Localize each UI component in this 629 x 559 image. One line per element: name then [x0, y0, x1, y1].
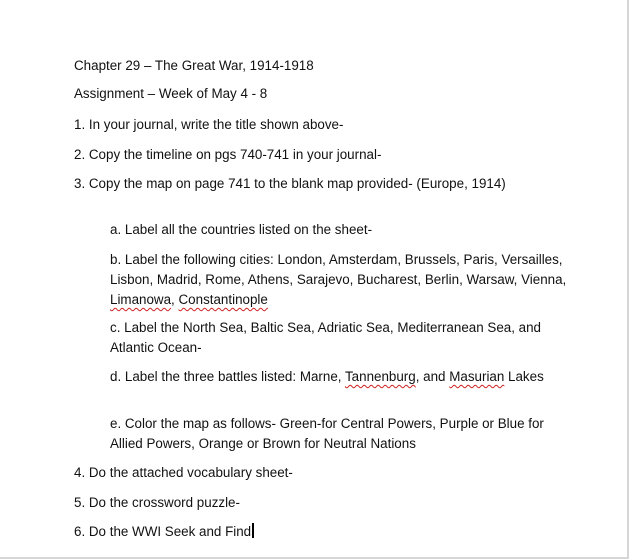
misspelled-word-tannenburg[interactable]: Tannenburg — [344, 369, 416, 384]
text-cursor — [252, 523, 254, 538]
misspelled-word-limanowa[interactable]: Limanowa — [110, 292, 172, 307]
item-3: 3. Copy the map on page 741 to the blank map provided- (Europe, 1914) — [74, 176, 506, 191]
item-3d — [74, 367, 574, 387]
document-title: Chapter 29 – The Great War, 1914-1918 — [74, 58, 314, 73]
item-6[interactable] — [74, 522, 574, 542]
item-3c: c. Label the North Sea, Baltic Sea, Adriatic Sea, Mediterranean Sea, and Atlantic Ocean- — [110, 320, 541, 355]
item-3b — [74, 250, 574, 310]
item-1: 1. In your journal, write the title shown above- — [74, 117, 344, 132]
item-5: 5. Do the crossword puzzle- — [74, 495, 240, 510]
assignment-subtitle: Assignment – Week of May 4 - 8 — [74, 86, 268, 101]
item-4: 4. Do the attached vocabulary sheet- — [74, 465, 293, 480]
misspelled-word-constantinople[interactable]: Constantinople — [178, 292, 268, 307]
item-3b-separator: , — [171, 292, 179, 307]
item-2: 2. Copy the timeline on pgs 740-741 in your journal- — [74, 147, 382, 162]
item-3a: a. Label all the countries listed on the sheet- — [110, 222, 373, 237]
item-3d-text: d. Label the three battles listed: Marne, — [110, 369, 345, 384]
item-3b-text: b. Label the following cities: London, Amsterdam, Brussels, Paris, Versailles, Lisbon, Madrid, Rome, Athens, Sarajevo, Bucharest, Berlin, Warsaw, Vienna, — [110, 252, 567, 287]
item-3e: e. Color the map as follows- Green-for Central Powers, Purple or Blue for Allied Powers, Orange or Brown for Neutral Nations — [110, 416, 544, 451]
item-3d-separator: , and — [415, 369, 450, 384]
misspelled-word-masurian[interactable]: Masurian — [449, 369, 505, 384]
item-6-text: 6. Do the WWI Seek and Find — [74, 524, 252, 539]
item-3d-suffix: Lakes — [504, 369, 544, 384]
